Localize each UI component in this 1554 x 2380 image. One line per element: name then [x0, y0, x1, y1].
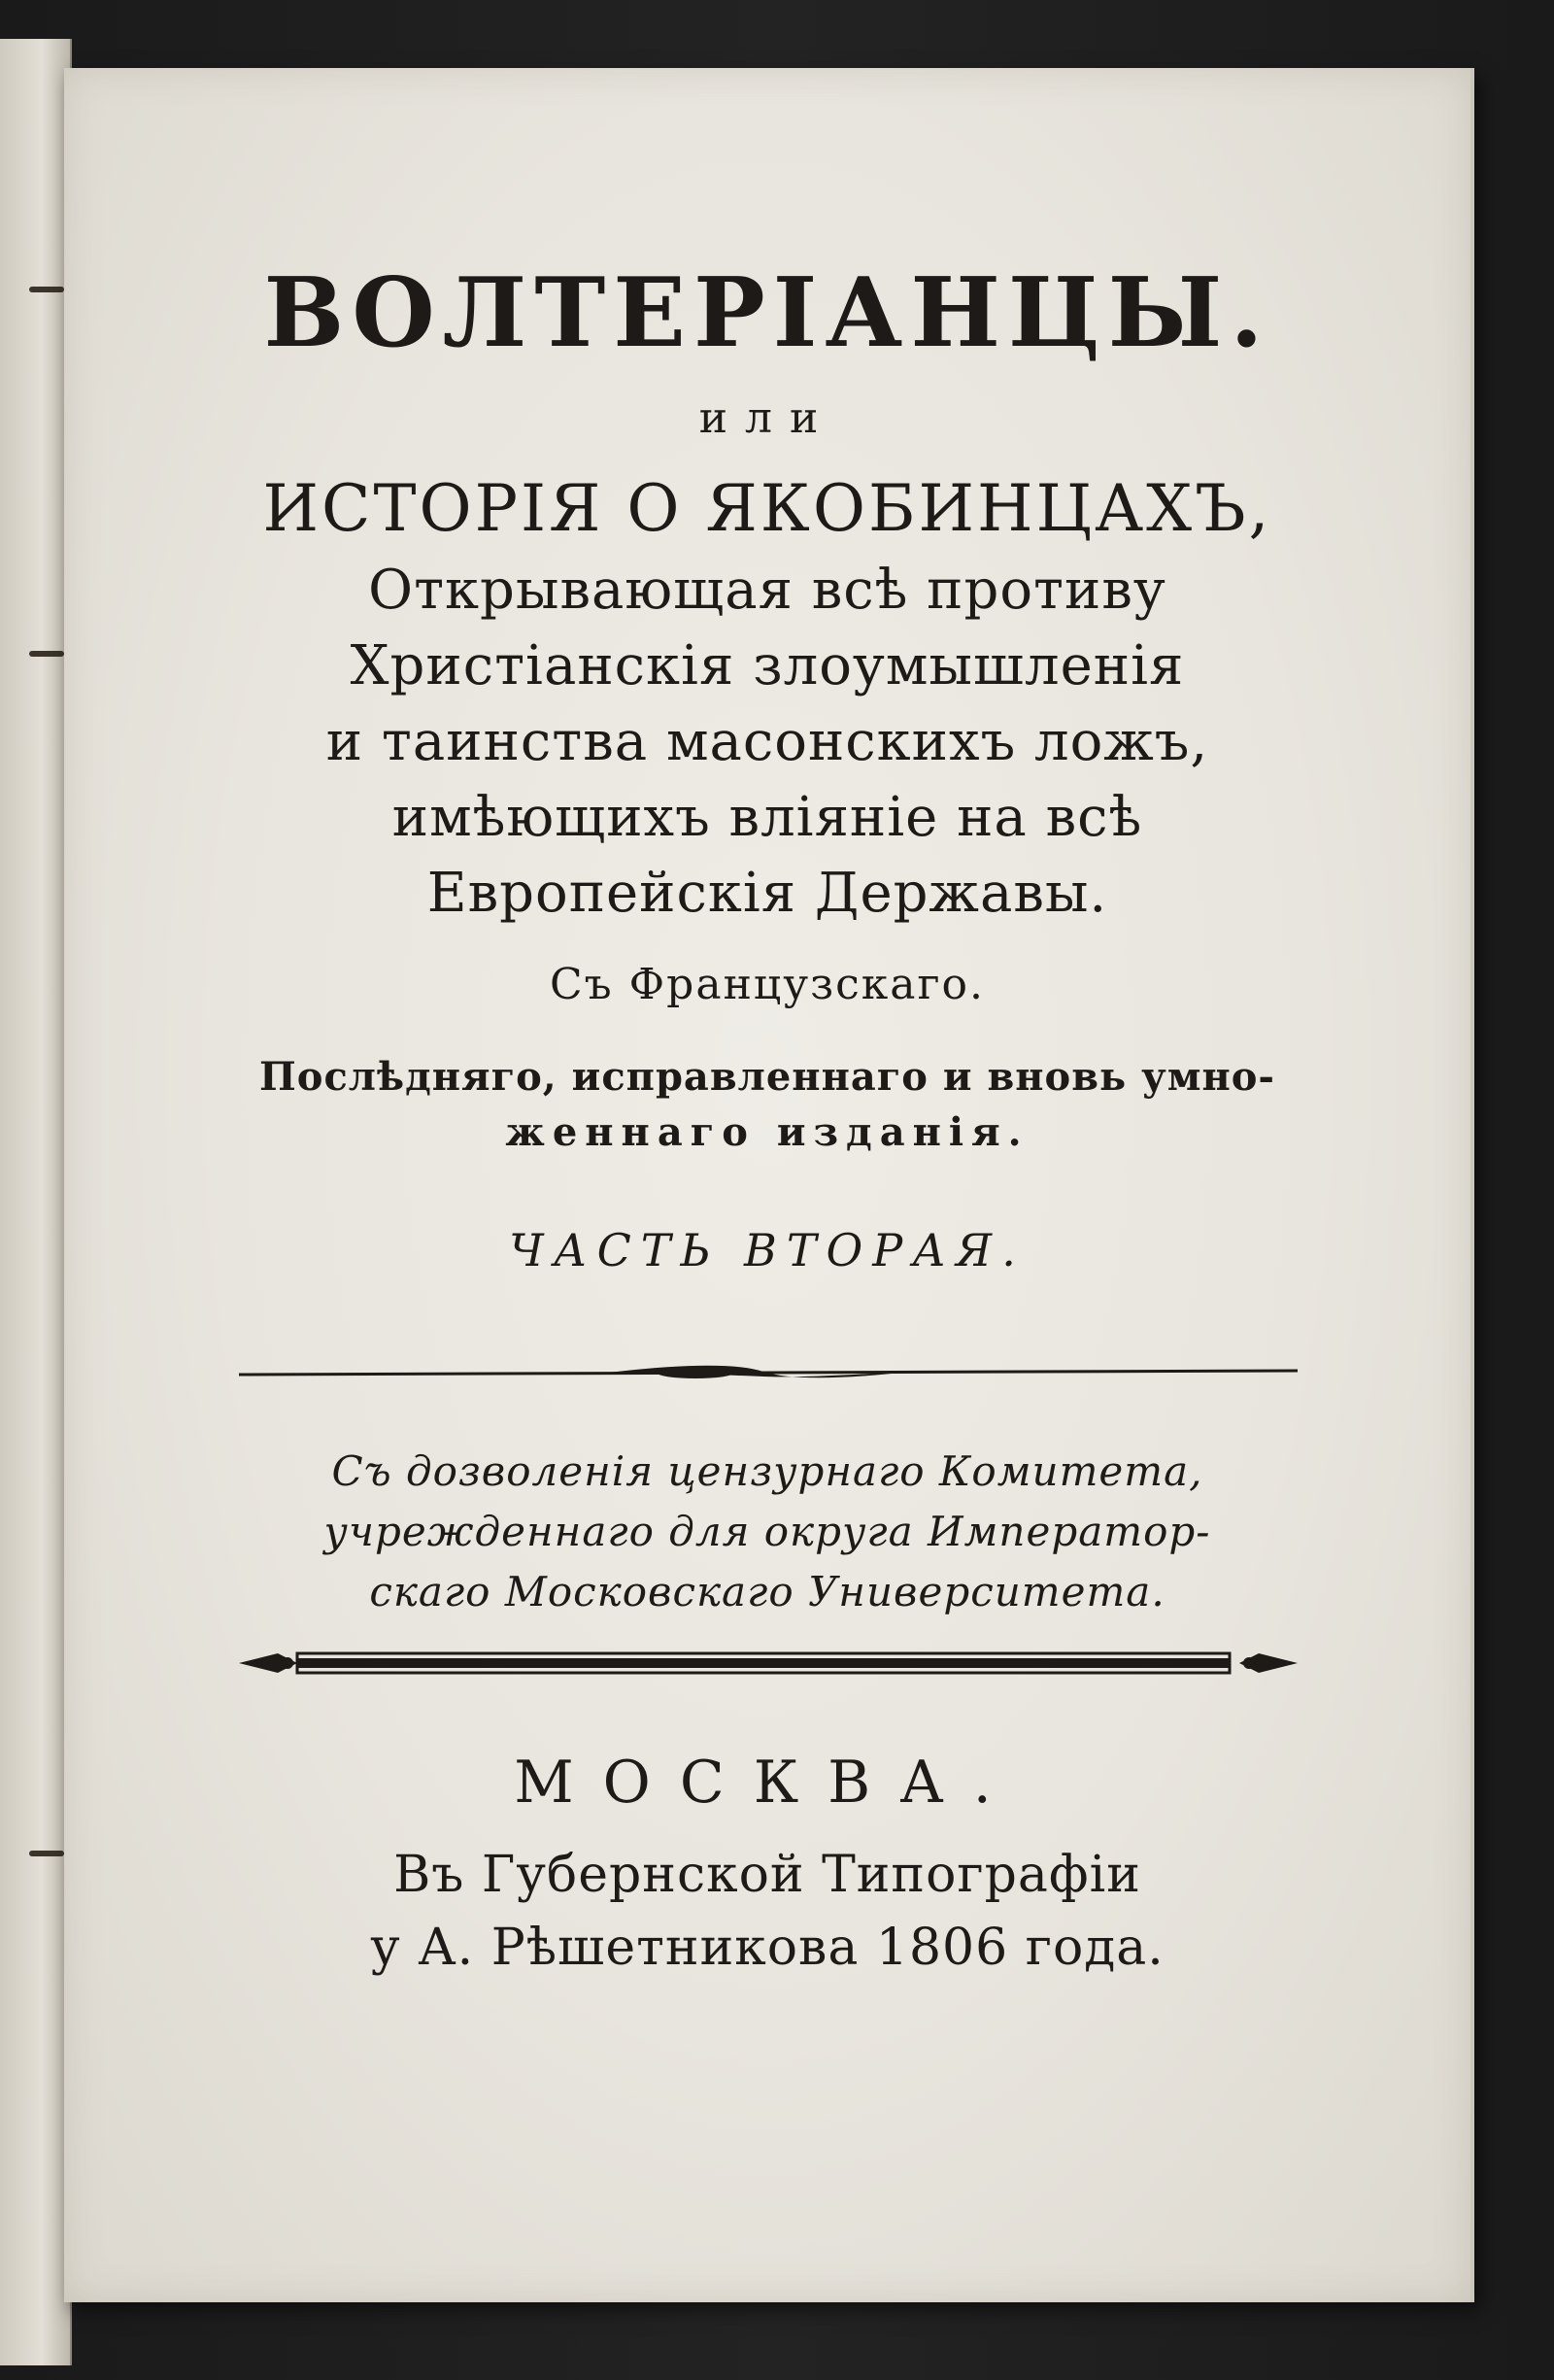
facing-page-edge	[0, 39, 72, 2365]
printer-line: у А. Рѣшетникова 1806 года.	[370, 1919, 1165, 1977]
description-line: и таинства масонскихъ ложъ,	[325, 710, 1209, 773]
spine-stitch	[29, 1851, 64, 1856]
description-line: Христіанскія злоумышленія	[350, 634, 1185, 697]
printer-line: Въ Губернской Типографіи	[393, 1846, 1141, 1904]
edition-line: Послѣдняго, исправленнаго и вновь умно-	[258, 1054, 1275, 1100]
double-ornamental-rule	[239, 1640, 1298, 1686]
translation-note: Съ Французскаго.	[550, 960, 985, 1009]
description-line: Открывающая всѣ противу	[368, 559, 1166, 622]
censorship-line: Съ дозволенія цензурнаго Комитета,	[331, 1447, 1203, 1495]
publication-city: МОСКВА.	[514, 1749, 1021, 1817]
volume-part: ЧАСТЬ ВТОРАЯ.	[509, 1224, 1026, 1276]
ornamental-rule	[239, 1355, 1298, 1394]
spine-stitch	[29, 651, 64, 657]
book-subtitle: ИСТОРІЯ О ЯКОБИНЦАХЪ,	[262, 471, 1272, 546]
title-page	[64, 68, 1474, 2302]
description-line: Европейскія Державы.	[426, 862, 1108, 925]
edition-line: женнаго изданія.	[505, 1109, 1030, 1155]
title-page-text	[64, 68, 1470, 2302]
censorship-line: скаго Московскаго Университета.	[369, 1568, 1166, 1615]
book-title: ВОЛТЕРІАНЦЫ.	[263, 257, 1271, 369]
description-line: имѣющихъ вліяніе на всѣ	[391, 786, 1143, 849]
spine-stitch	[29, 287, 64, 292]
censorship-line: учрежденнаго для округа Император-	[323, 1508, 1211, 1555]
conjunction-text: или	[698, 393, 836, 443]
